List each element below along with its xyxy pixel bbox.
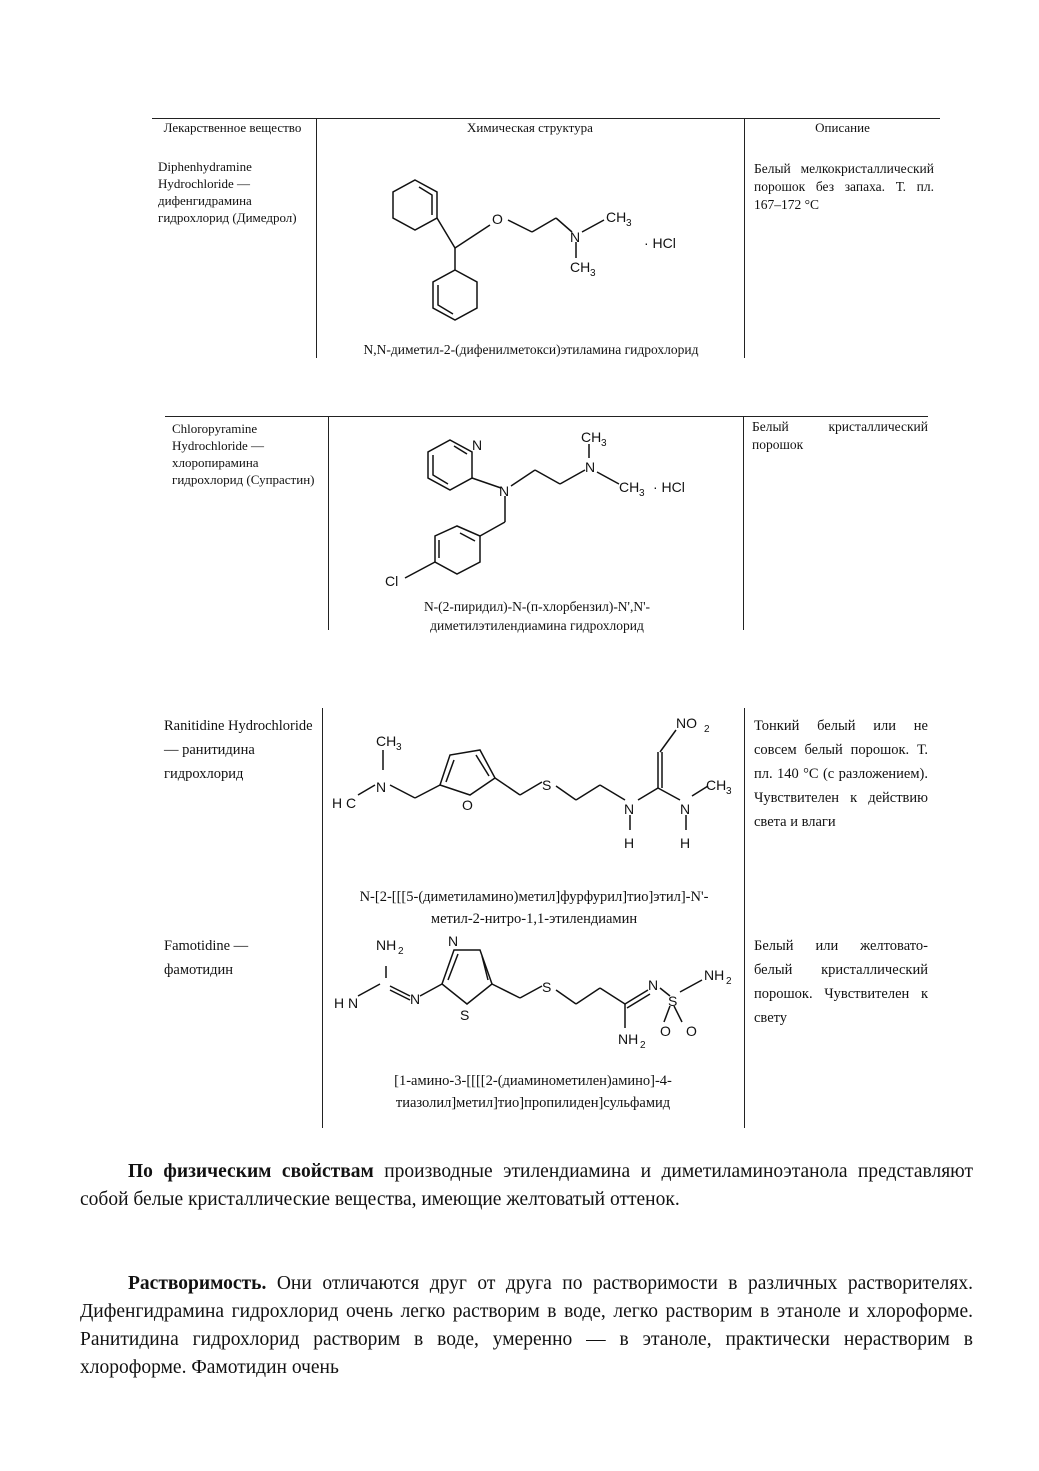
atom-n-sulfamoyl: N xyxy=(648,977,659,993)
salt-hcl: · HCl xyxy=(644,235,676,251)
description-famotidine: Белый или желтовато-белый кристаллический порошок. Чувствителен к свету xyxy=(754,938,928,1026)
atom-h-2: H xyxy=(680,835,691,851)
svg-text:2: 2 xyxy=(398,946,404,957)
header-structure: Химическая структура xyxy=(467,120,593,135)
methyl-2: CH xyxy=(570,259,591,275)
methyl-left: H C xyxy=(332,795,357,811)
chlorobenzene-ring xyxy=(435,526,480,574)
atom-s: S xyxy=(542,777,552,793)
structure-diphenhydramine xyxy=(320,150,740,350)
paragraph-physical-heading: По физическим свойствам xyxy=(128,1161,374,1182)
methyl-top: CH xyxy=(376,733,397,749)
phenyl-ring-bottom xyxy=(433,270,477,320)
svg-text:2: 2 xyxy=(704,724,710,735)
drug-name-famotidine: Famotidine — фамотидин xyxy=(164,938,249,978)
atom-n-imine: N xyxy=(410,991,421,1007)
amino-left: H N xyxy=(334,995,359,1011)
table1-col-divider-2 xyxy=(744,118,745,358)
phenyl-ring-top xyxy=(393,180,437,230)
structure-famotidine xyxy=(330,928,750,1058)
amino-bottom: NH xyxy=(618,1031,639,1047)
caption-diphenhydramine: N,N-диметил-2-(дифенилметокси)этиламина гидрохлорид xyxy=(363,342,699,357)
description-ranitidine: Тонкий белый или не совсем белый порошок. Т. пл. 140 °C (с разложением). Чувствителен к действию света и влаги xyxy=(754,718,928,830)
svg-text:2: 2 xyxy=(726,976,732,987)
drug-name-chloropyramine: Chloropyramine Hydrochloride — хлоропирамина гидрохлорид (Супрастин) xyxy=(172,421,315,487)
description-chloropyramine: Белый кристаллический порошок xyxy=(752,419,928,452)
atom-o-1: O xyxy=(660,1023,671,1039)
structure-ranitidine xyxy=(330,710,750,860)
methyl-top: CH xyxy=(581,429,602,445)
caption-ranitidine: N-[2-[[[5-(диметиламино)метил]фурфурил]тио]этил]-N'-метил-2-нитро-1,1-этилендиамин xyxy=(359,889,709,927)
paragraph-solubility xyxy=(80,1270,973,1382)
atom-s-sulfonyl: S xyxy=(668,993,678,1009)
caption-famotidine: [1-амино-3-[[[[2-(диаминометилен)амино]-4-тиазолил]метил]тио]пропилиден]сульфамид xyxy=(394,1073,672,1111)
svg-text:3: 3 xyxy=(726,786,732,797)
table2-top-rule xyxy=(165,416,928,417)
table1-col-divider-1 xyxy=(316,118,317,358)
atom-n-amine: N xyxy=(585,459,596,475)
table2-col-divider-1 xyxy=(328,416,329,630)
amino-sulfamide: NH xyxy=(704,967,725,983)
atom-n-thiazole: N xyxy=(448,933,459,949)
svg-text:3: 3 xyxy=(626,218,632,229)
atom-n-dimethyl: N xyxy=(376,779,387,795)
atom-o-2: O xyxy=(686,1023,697,1039)
paragraph-solubility-text: Они отличаются друг от друга по растворимости в различных растворителях. Дифенгидрамина гидрохлорид очень легко растворим в воде, легко растворим в этаноле и хлороформе. Ранитидина гидрохлорид растворим в воде, умеренно — в этаноле, практически нерастворим в хлороформе. Фамотидин очень xyxy=(80,1273,973,1378)
drug-name-ranitidine: Ranitidine Hydrochloride — ранитидина гидрохлорид xyxy=(164,718,313,782)
table3-col-divider-1 xyxy=(322,708,323,1128)
amino-top: NH xyxy=(376,937,397,953)
atom-n-pyridine: N xyxy=(472,437,483,453)
atom-n-2: N xyxy=(680,801,691,817)
svg-text:3: 3 xyxy=(639,488,645,499)
drug-name-diphenhydramine: Diphenhydramine Hydrochloride — дифенгидрамина гидрохлорид (Димедрол) xyxy=(158,159,297,225)
paragraph-physical-properties xyxy=(80,1158,973,1214)
header-drug: Лекарственное вещество xyxy=(163,120,302,135)
structure-chloropyramine xyxy=(335,420,735,600)
atom-s-thio: S xyxy=(542,979,552,995)
svg-text:2: 2 xyxy=(640,1040,646,1051)
header-description: Описание xyxy=(815,120,870,135)
methyl-right: CH xyxy=(706,777,727,793)
pyridine-ring xyxy=(428,440,472,490)
atom-h-1: H xyxy=(624,835,635,851)
atom-s-thiazole: S xyxy=(460,1007,470,1023)
caption-chloropyramine: N-(2-пиридил)-N-(п-хлорбензил)-N',N'-диметилэтилендиамина гидрохлорид xyxy=(423,599,651,633)
salt-hcl: · HCl xyxy=(653,479,685,495)
description-diphenhydramine: Белый мелкокристаллический порошок без запаха. Т. пл. 167–172 °C xyxy=(754,161,934,212)
nitro-group: NO xyxy=(676,715,697,731)
atom-n: N xyxy=(570,229,581,245)
atom-n-1: N xyxy=(624,801,635,817)
atom-n-central: N xyxy=(499,483,510,499)
atom-o-furan: O xyxy=(462,797,473,813)
svg-text:3: 3 xyxy=(396,742,402,753)
atom-o: O xyxy=(492,211,503,227)
methyl-right: CH xyxy=(619,479,640,495)
paragraph-solubility-heading: Растворимость. xyxy=(128,1273,267,1294)
atom-cl: Cl xyxy=(385,573,399,589)
table2-col-divider-2 xyxy=(743,416,744,630)
methyl-1: CH xyxy=(606,209,627,225)
table1-top-rule xyxy=(152,118,940,119)
svg-text:3: 3 xyxy=(590,268,596,279)
svg-text:3: 3 xyxy=(601,438,607,449)
paragraph-physical-text: производные этилендиамина и диметиламиноэтанола представляют собой белые кристаллические вещества, имеющие желтоватый оттенок. xyxy=(80,1161,973,1210)
